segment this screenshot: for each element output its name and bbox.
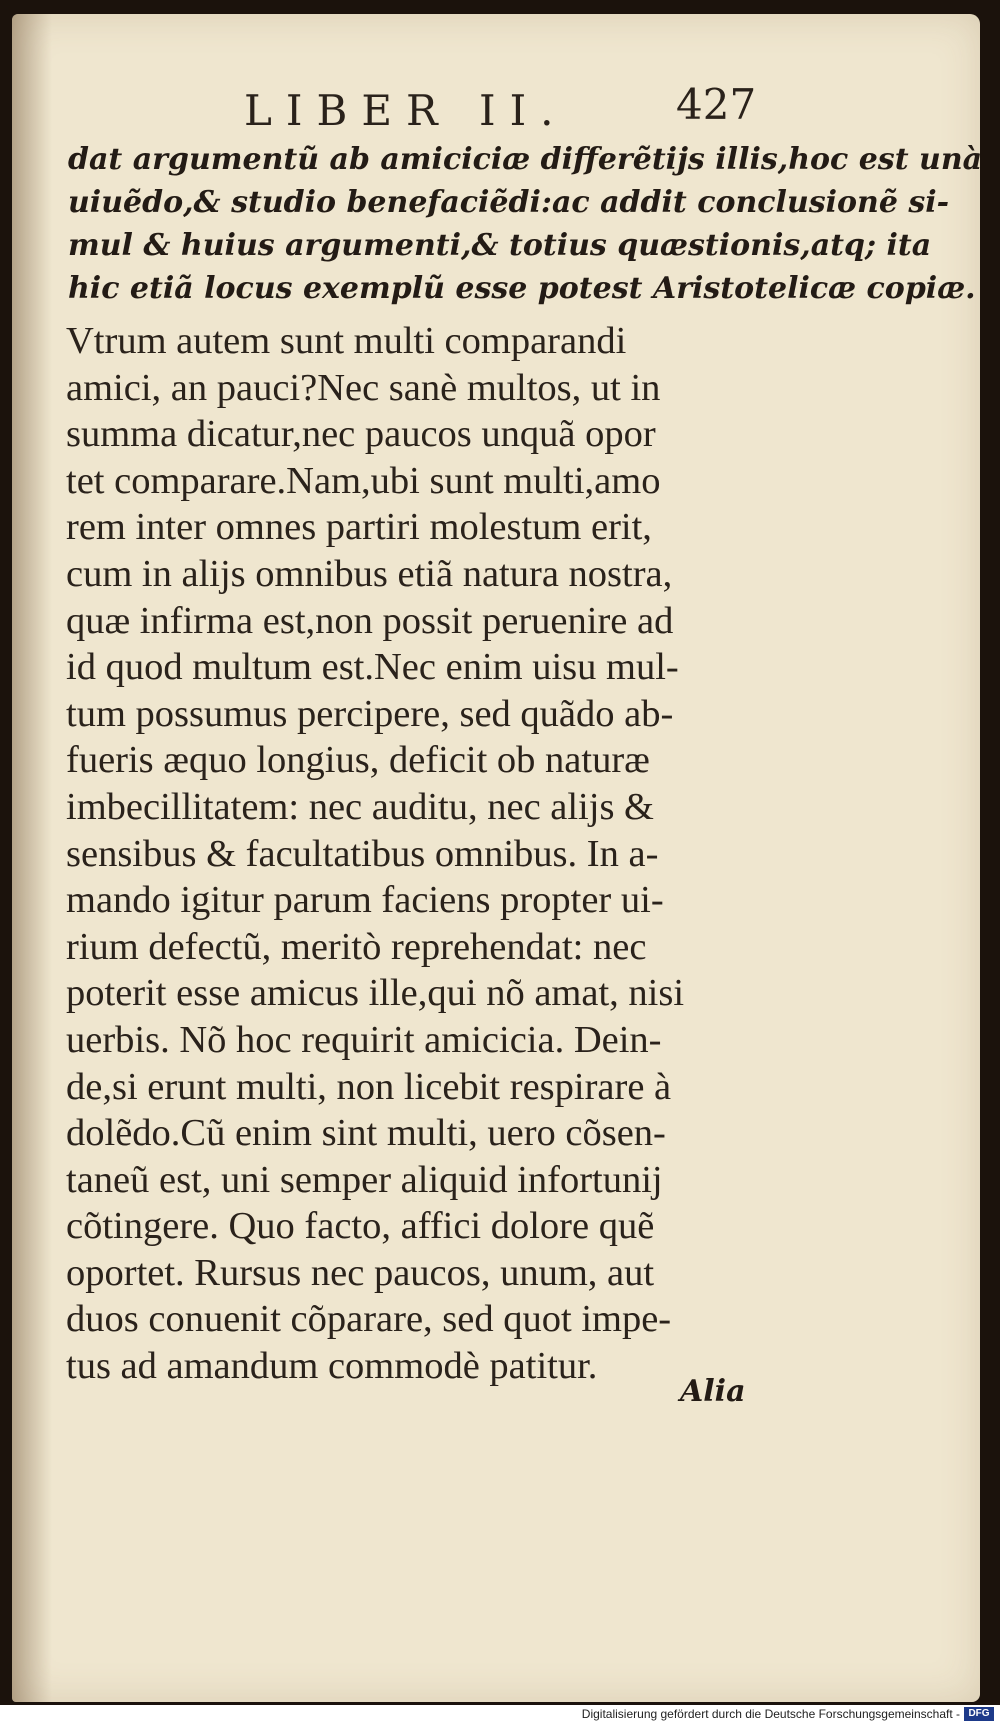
text-line: sensibus & facultatibus omnibus. In a-	[66, 832, 659, 875]
funding-credit: Digitalisierung gefördert durch die Deutsche Forschungsgemeinschaft -	[581, 1707, 960, 1721]
main-text-block	[66, 318, 766, 1390]
commentary-line: dat argumentũ ab amiciciæ differẽtijs illis,hoc est unà	[68, 142, 983, 177]
dfg-logo-icon: DFG	[964, 1707, 994, 1721]
text-line: de,si erunt multi, non licebit respirare à	[66, 1065, 672, 1108]
text-line: tus ad amandum commodè patitur.	[66, 1345, 598, 1388]
text-line: cum in alijs omnibus etiã natura nostra,	[66, 552, 673, 595]
text-line: uerbis. Nõ hoc requirit amicicia. Dein-	[66, 1018, 662, 1061]
text-line: mando igitur parum faciens propter ui-	[66, 879, 664, 922]
text-line: id quod multum est.Nec enim uisu mul-	[66, 646, 679, 689]
text-line: poterit esse amicus ille,qui nõ amat, nisi	[66, 972, 685, 1015]
running-head: LIBER II.	[244, 86, 568, 135]
text-line: tum possumus percipere, sed quãdo ab-	[66, 692, 674, 735]
commentary-line: mul & huius argumenti,& totius quæstionis,atq; ita	[68, 228, 932, 263]
text-line: dolẽdo.Cũ enim sint multi, uero cõsen-	[66, 1112, 666, 1155]
commentary-line: uiuẽdo,& studio benefaciẽdi:ac addit conclusionẽ si-	[68, 185, 950, 220]
text-line: quæ infirma est,non possit peruenire ad	[66, 599, 674, 642]
text-line: amici, an pauci?Nec sanè multos, ut in	[66, 366, 661, 409]
text-line: fueris æquo longius, deficit ob naturæ	[66, 739, 650, 782]
text-line: Vtrum autem sunt multi comparandi	[66, 320, 627, 362]
commentary-line: hic etiã locus exemplũ esse potest Aristotelicæ copiæ.	[68, 271, 976, 306]
catchword: Alia	[680, 1374, 746, 1409]
text-line: tet comparare.Nam,ubi sunt multi,amo	[66, 459, 661, 502]
page-edge-shadow	[12, 14, 52, 1702]
text-line: imbecillitatem: nec auditu, nec alijs &	[66, 785, 655, 828]
commentary-block	[68, 138, 983, 310]
text-line: oportet. Rursus nec paucos, unum, aut	[66, 1251, 655, 1294]
text-line: taneũ est, uni semper aliquid infortunij	[66, 1158, 663, 1201]
text-line: rem inter omnes partiri molestum erit,	[66, 506, 652, 549]
text-line: cõtingere. Quo facto, affici dolore quẽ	[66, 1205, 655, 1248]
text-line: summa dicatur,nec paucos unquã opor	[66, 413, 656, 456]
text-line: rium defectũ, meritò reprehendat: nec	[66, 925, 647, 968]
text-line: duos conuenit cõparare, sed quot impe-	[66, 1298, 672, 1341]
page-number: 427	[676, 80, 757, 129]
